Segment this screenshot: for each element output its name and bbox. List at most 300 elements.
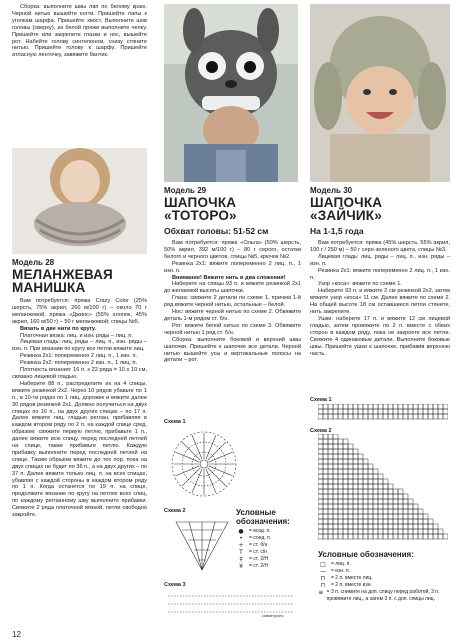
chart-cell: [338, 529, 343, 534]
chart-cell: [338, 509, 343, 514]
chart-cell: [348, 514, 353, 519]
model28-rib-2x1: Резинка 2x1: попеременно 2 лиц. п., 1 изн. п.: [20, 353, 138, 360]
chart-cell: [408, 409, 413, 414]
chart-cell: [353, 479, 358, 484]
chart-cell: [373, 494, 378, 499]
chart-cell: [363, 469, 368, 474]
model29-nose: Нос: вяжите черной нитью по схеме 2. Обвяжите деталь 1-м рядом ст. б/н.: [164, 309, 301, 322]
chart-cell: [323, 439, 328, 444]
chart-cell: [318, 449, 323, 454]
chart-cell: [348, 504, 353, 509]
chart-cell: [318, 509, 323, 514]
chart-cell: [328, 479, 333, 484]
chart-cell: [363, 484, 368, 489]
chart-cell: [323, 464, 328, 469]
chart-cell: [318, 434, 323, 439]
chart-cell: [343, 504, 348, 509]
chart-cell: [338, 409, 343, 414]
legend-label: = 3 п. снимите на доп. спицу перед работой, 3 п. провяжите лиц., а затем 3 п. с доп. спицы лиц.: [326, 589, 440, 602]
chart-cell: [353, 464, 358, 469]
chart-cell: [353, 484, 358, 489]
p2tog-icon: ⊓: [320, 582, 326, 589]
chart-cell: [358, 474, 363, 479]
chart-cell: [378, 519, 383, 524]
chart-cell: [328, 434, 333, 439]
chart-cell: [358, 454, 363, 459]
chart-cell: [343, 474, 348, 479]
chart-cell: [418, 519, 423, 524]
chart-cell: [373, 479, 378, 484]
chart-cell: [318, 489, 323, 494]
chart-cell: [408, 534, 413, 539]
chart-cell: [333, 449, 338, 454]
chart-cell: [323, 514, 328, 519]
chart-cell: [363, 524, 368, 529]
model30-rib: Резинка 2x1: вяжите попеременно 2 лиц. п., 1 изн. п.: [310, 267, 450, 281]
chart-cell: [358, 489, 363, 494]
model28-section: [12, 258, 147, 519]
scheme2-label: Схема 2: [164, 508, 186, 514]
chart-cell: [333, 484, 338, 489]
chart-cell: [378, 514, 383, 519]
chart-cell: [398, 504, 403, 509]
chart-cell: [363, 404, 368, 409]
chart-cell: [323, 444, 328, 449]
chart-cell: [368, 519, 373, 524]
chart-cell: [348, 404, 353, 409]
chart-cell: [333, 474, 338, 479]
chart-cell: [363, 414, 368, 419]
chart-cell: [438, 409, 443, 414]
chart-cell: [343, 524, 348, 529]
single-crochet-icon: +: [238, 542, 244, 549]
chart-cell: [343, 479, 348, 484]
chart-cell: [383, 509, 388, 514]
model29-attention: Внимание! Вяжите нить в два сложения!: [172, 274, 286, 281]
chart-cell: [383, 514, 388, 519]
chart-cell: [408, 414, 413, 419]
legend-row: [318, 568, 452, 575]
chart-cell: [403, 509, 408, 514]
chart-cell: [323, 454, 328, 459]
chart-cell: [368, 479, 373, 484]
chart-cell: [373, 414, 378, 419]
chart-cell: [383, 524, 388, 529]
scheme1-label: Схема 1: [164, 419, 186, 425]
chart-cell: [408, 499, 413, 504]
chart-cell: [318, 414, 323, 419]
chart-cell: [343, 514, 348, 519]
chart-cell: [428, 534, 433, 539]
chart-cell: [333, 514, 338, 519]
model30-materials: Вам потребуется: пряжа (45% шерсть, 55% акрил, 100 г / 250 м) – 50 г серо-зеленого цвета, спицы №3.: [310, 240, 450, 253]
model28-stitch-stockinette: Лицевая гладь: лиц. ряды – лиц. п., изн. ряды – изн. п. При вязании по кругу все петли вяжите лиц.: [12, 339, 147, 353]
chart-cell: [368, 414, 373, 419]
legend-label: = ст. 2/Н: [249, 563, 269, 569]
chart-cell: [328, 459, 333, 464]
model30-section: [310, 186, 450, 357]
chart-cell: [323, 479, 328, 484]
chart-cell: [343, 444, 348, 449]
chart-cell: [323, 519, 328, 524]
chart-cell: [393, 534, 398, 539]
legend-row: [318, 575, 452, 582]
chart-cell: [378, 484, 383, 489]
chart-cell: [318, 454, 323, 459]
chart-cell: [348, 489, 353, 494]
chart-cell: [378, 509, 383, 514]
chart-cell: [323, 489, 328, 494]
chart-cell: [343, 489, 348, 494]
chart-cell: [333, 464, 338, 469]
chart-cell: [358, 504, 363, 509]
chart-cell: [348, 519, 353, 524]
chart-cell: [328, 484, 333, 489]
chart-cell: [343, 439, 348, 444]
chart-cell: [383, 519, 388, 524]
chart-cell: [383, 499, 388, 504]
chart-cell: [378, 489, 383, 494]
chart-cell: [433, 524, 438, 529]
chart-cell: [438, 414, 443, 419]
chart-cell: [338, 454, 343, 459]
chart-cell: [348, 479, 353, 484]
chart-cell: [343, 414, 348, 419]
chart-cell: [363, 504, 368, 509]
chart-cell: [423, 514, 428, 519]
chart-cell: [323, 469, 328, 474]
chart-cell: [383, 414, 388, 419]
chart-cell: [383, 489, 388, 494]
chart-cell: [398, 524, 403, 529]
chart-cell: [358, 529, 363, 534]
chart-cell: [358, 509, 363, 514]
chart-cell: [323, 434, 328, 439]
chart-cell: [388, 534, 393, 539]
model29-size: Обхват головы: 51-52 см: [164, 226, 269, 236]
chart-cell: [428, 409, 433, 414]
chart-cell: [393, 404, 398, 409]
chart-cell: [423, 524, 428, 529]
chart-cell: [438, 529, 443, 534]
chart-cell: [358, 524, 363, 529]
chart-cell: [323, 414, 328, 419]
chart-cell: [368, 464, 373, 469]
chart-cell: [393, 409, 398, 414]
photo-cowl: [12, 148, 147, 254]
crochet-stitch-line: [175, 466, 199, 476]
chart-cell: [348, 409, 353, 414]
chart-cell: [363, 459, 368, 464]
chart-cell: [393, 499, 398, 504]
chart-cell: [338, 469, 343, 474]
chart-cell: [333, 404, 338, 409]
chart-cell: [413, 509, 418, 514]
chart-cell: [338, 504, 343, 509]
model28-number: Модель 28: [12, 258, 55, 267]
chart-cell: [338, 414, 343, 419]
chart-cell: [358, 414, 363, 419]
chart-cell: [413, 504, 418, 509]
chart-cell: [343, 469, 348, 474]
model29-eyes: Глаза: свяжите 2 детали по схеме 1, причем 1-й ряд вяжите черной нитью, остальные – белой.: [164, 295, 301, 309]
chart-cell: [363, 519, 368, 524]
chart-cell: [398, 514, 403, 519]
legend-row: [236, 563, 306, 570]
knit-cable-chart: [318, 404, 448, 422]
chart-cell: [408, 404, 413, 409]
chart-cell: [363, 529, 368, 534]
chart-cell: [328, 439, 333, 444]
chart-cell: [328, 499, 333, 504]
chart-cell: [338, 439, 343, 444]
chart-cell: [403, 414, 408, 419]
chart-cell: [433, 534, 438, 539]
legend-label: = 2 п. вместе лиц.: [331, 575, 373, 581]
chart-cell: [358, 459, 363, 464]
chart-cell: [328, 494, 333, 499]
legend-label: = 2 п. вместе изн.: [331, 582, 372, 588]
chart-cell: [363, 474, 368, 479]
chart-cell: [328, 534, 333, 539]
chart-cell: [323, 494, 328, 499]
chart-cell: [328, 409, 333, 414]
chart-cell: [333, 499, 338, 504]
chart-cell: [428, 519, 433, 524]
legend-model29-title: Условные обозначения:: [236, 508, 290, 526]
legend-row: [236, 528, 306, 535]
chart-cell: [338, 499, 343, 504]
chart-cell: [403, 499, 408, 504]
chart-cell: [368, 489, 373, 494]
model28-materials: Вам потребуется: пряжа Crazy Color (25% шерсть, 75% акрил, 260 м/100 г) – около 70 г меланжевой, пряжа «Джинс» (55% хлопок, 45% акрил, 160 м/50 г) – 50 г меланжевой; спицы №5.: [12, 298, 147, 325]
chart-cell: [368, 514, 373, 519]
chart-cell: [353, 519, 358, 524]
chart-cell: [333, 479, 338, 484]
legend-label: = изн. п.: [331, 568, 351, 574]
chart-cell: [328, 519, 333, 524]
chart-cell: [388, 494, 393, 499]
chart-cell: [338, 464, 343, 469]
knit-stitch-icon: □: [320, 561, 326, 568]
chart-cell: [368, 484, 373, 489]
chart-cell: [333, 469, 338, 474]
chart-cell: [318, 499, 323, 504]
chart-cell: [408, 504, 413, 509]
model28-instructions: Наберите 88 п., распределите их на 4 спицы, вяжите резинкой 2x2. Через 10 рядов убавьте по 1 п., в 10-ти рядах по 1 лиц. дорожке и вяжите далее 30 рядов резинкой 2x1. Должно получиться на двух спицах по 16 п., на двух других спицах – по 17 п. Далее вяжите лиц. гладью реглан, прибавляя в каждом втором ряду по 2 п. на каждой спице сред. образом: свяжите первую петлю, прибавьте 1 п., далее вяжите всю спицу, перед последней петлей на спице, также прибавьте петлю. Каждую прибавку выполните перед последней петлей на спице. Таким образом вяжите до тех пор, пока на двух спицах не будет по 36 п., а на двух других – по 37 п. Далее вяжите только лиц. п. на всех спицах, убавляя с каждой стороны в каждом втором ряду по 1 п. Когда останется по 19 п. на спице, продолжите вязание по кругу на петлях всех спиц, по каждому регланному шву выполните прибавки. Свяжите 2 ряда платочной вязкой, петли свободно закройте.: [12, 380, 147, 519]
chart-cell: [328, 529, 333, 534]
chart-cell: [358, 494, 363, 499]
chart-cell: [388, 499, 393, 504]
chart-cell: [388, 404, 393, 409]
chart-cell: [373, 474, 378, 479]
page-number: 12: [12, 630, 21, 639]
chart-cell: [353, 529, 358, 534]
chart-cell: [403, 519, 408, 524]
chart-cell: [388, 509, 393, 514]
legend-label: = ст. с/н: [249, 549, 267, 555]
legend-row: [236, 535, 306, 542]
chart-cell: [368, 494, 373, 499]
photo-bunny-image: [310, 4, 450, 182]
double-crochet-cluster-icon: ¥: [239, 563, 243, 570]
chart-cell: [433, 414, 438, 419]
chart-cell: [423, 414, 428, 419]
chart-cell: [328, 469, 333, 474]
chart-cell: [333, 489, 338, 494]
model30-stockinette: Лицевая гладь: лиц. ряды – лиц. п., изн. ряды – изн. п.: [310, 253, 450, 267]
chart-cell: [348, 459, 353, 464]
chart-cell: [358, 464, 363, 469]
chart-cell: [343, 404, 348, 409]
chart-cell: [328, 524, 333, 529]
model28-stitch-garter: Платочная вязка: лиц. и изн. ряды – лиц. п.: [20, 332, 133, 339]
chart-cell: [318, 494, 323, 499]
scheme3-label: Схема 3: [164, 582, 186, 588]
model29-materials: Вам потребуется: пряжа «Ольга» (50% шерсть, 50% акрил, 392 м/100 г) – 80 г серого, остатки белого и черного цветов, спицы №5, крючок №2.: [164, 240, 301, 260]
chart-cell: [373, 404, 378, 409]
chart-cell: [393, 494, 398, 499]
chart-cell: [343, 449, 348, 454]
chart-cell: [413, 524, 418, 529]
chart-cell: [333, 534, 338, 539]
model28-rib-2x2: Резинка 2x2: попеременно 2 изн. п., 1 лиц. п.: [20, 360, 138, 367]
crochet-stitch-line: [192, 435, 202, 459]
chart-cell: [408, 519, 413, 524]
legend-label: = соед. п.: [249, 535, 272, 541]
chart-cell: [378, 504, 383, 509]
chart-cell: [358, 479, 363, 484]
chart-cell: [348, 444, 353, 449]
chart-cell: [393, 489, 398, 494]
chart-cell: [318, 459, 323, 464]
chart-cell: [408, 524, 413, 529]
chart-cell: [393, 509, 398, 514]
chart-cell: [328, 464, 333, 469]
chart-cell: [383, 494, 388, 499]
chart-cell: [423, 519, 428, 524]
chart-cell: [318, 409, 323, 414]
chart-cell: [348, 524, 353, 529]
chart-cell: [323, 404, 328, 409]
chart-cell: [373, 499, 378, 504]
chart-cell: [348, 464, 353, 469]
chart-cell: [318, 464, 323, 469]
chart-cell: [363, 464, 368, 469]
chart-cell: [393, 519, 398, 524]
chart-cell: [323, 449, 328, 454]
chart-cell: [318, 404, 323, 409]
chart-cell: [353, 494, 358, 499]
chart-cell: [418, 414, 423, 419]
chart-cell: [418, 409, 423, 414]
chart-cell: [388, 484, 393, 489]
chart-cell: [378, 524, 383, 529]
chart-cell: [418, 404, 423, 409]
chart-cell: [318, 534, 323, 539]
chart-cell: [338, 519, 343, 524]
svg-text:симметрично: симметрично: [262, 614, 284, 618]
chart-cell: [323, 504, 328, 509]
chart-cell: [353, 504, 358, 509]
chart-cell: [378, 499, 383, 504]
chart-cell: [383, 529, 388, 534]
chart-cell: [363, 509, 368, 514]
chart-cell: [358, 519, 363, 524]
chart-cell: [318, 514, 323, 519]
photo-totoro-image: [164, 4, 298, 182]
chart-cell: [368, 529, 373, 534]
chart-cell: [383, 409, 388, 414]
chart-cell: [343, 454, 348, 459]
chart-cell: [413, 404, 418, 409]
chart-cell: [343, 519, 348, 524]
crochet-circle-diagram: [168, 428, 240, 500]
chart-cell: [413, 514, 418, 519]
chart-cell: [353, 459, 358, 464]
crochet-stitch-line: [192, 469, 202, 493]
chart-cell: [333, 494, 338, 499]
chart-cell: [368, 534, 373, 539]
chart-cell: [363, 514, 368, 519]
half-double-crochet-icon: T: [239, 549, 243, 556]
chart-cell: [358, 484, 363, 489]
chart-cell: [413, 409, 418, 414]
chart-cell: [343, 499, 348, 504]
crochet-stitch-line: [208, 468, 226, 486]
model28-note: Вязать в две нити по кругу.: [20, 325, 97, 332]
chart-cell: [358, 404, 363, 409]
chart-cell: [443, 534, 448, 539]
chart-cell: [368, 499, 373, 504]
chart-cell: [403, 529, 408, 534]
crochet-stitch-line: [182, 442, 200, 460]
legend-row: [236, 556, 306, 563]
chart-cell: [398, 404, 403, 409]
chart-cell: [338, 444, 343, 449]
chart-cell: [323, 474, 328, 479]
chart-cell: [398, 414, 403, 419]
slip-stitch-icon: •: [239, 535, 243, 542]
knit-scheme1-label: Схема 1: [310, 397, 332, 403]
chart-cell: [353, 474, 358, 479]
chart-cell: [333, 414, 338, 419]
chart-cell: [378, 414, 383, 419]
chart-cell: [358, 469, 363, 474]
chart-cell: [403, 409, 408, 414]
chart-cell: [368, 509, 373, 514]
chart-cell: [413, 529, 418, 534]
chart-cell: [323, 409, 328, 414]
crochet-fan-diagram: [172, 516, 232, 576]
chart-cell: [393, 524, 398, 529]
double-crochet-icon: ‡: [239, 556, 243, 563]
crochet-stitch-line: [182, 468, 200, 486]
chart-cell: [333, 454, 338, 459]
chart-cell: [328, 454, 333, 459]
chart-cell: [378, 494, 383, 499]
chart-cell: [323, 529, 328, 534]
chart-cell: [328, 514, 333, 519]
chart-cell: [388, 524, 393, 529]
chart-cell: [348, 494, 353, 499]
chart-cell: [318, 484, 323, 489]
chart-cell: [333, 529, 338, 534]
chart-cell: [378, 404, 383, 409]
chart-cell: [443, 414, 448, 419]
chart-cell: [318, 474, 323, 479]
chart-cell: [343, 509, 348, 514]
